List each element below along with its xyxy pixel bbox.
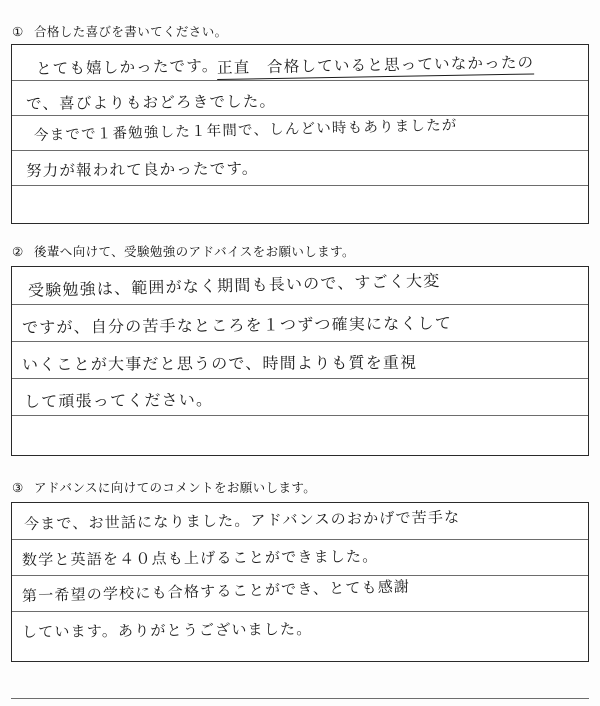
rule-line xyxy=(12,539,588,540)
question-3-text: アドバンスに向けてのコメントをお願いします。 xyxy=(34,480,317,495)
question-1-prompt xyxy=(12,22,228,40)
rule-line xyxy=(12,304,588,305)
rule-line xyxy=(12,80,588,81)
answer-box-1[interactable] xyxy=(11,44,589,224)
rule-line xyxy=(12,415,588,416)
answer-box-3[interactable] xyxy=(11,502,589,662)
answer-box-2[interactable] xyxy=(11,266,589,456)
handwriting-line: とても嬉しかったです。 xyxy=(35,56,219,78)
handwriting-line: 今までで１番勉強した１年間で、しんどい時もありましたが xyxy=(33,117,458,144)
handwriting-line: 数学と英語を４０点も上げることができました。 xyxy=(21,547,379,569)
handwriting-line: 今まで、お世話になりました。アドバンスのおかげで苦手な xyxy=(23,508,461,533)
handwriting-line: 第一希望の学校にも合格することができ、とても感謝 xyxy=(21,577,411,605)
handwriting-line: して頑張ってください。 xyxy=(23,390,214,411)
handwriting-line: 努力が報われて良かったです。 xyxy=(25,159,259,180)
rule-line xyxy=(12,575,588,576)
handwriting-line: で、喜びよりもおどろきでした。 xyxy=(25,92,277,113)
handwriting-line-underlined: 正直 合格していると思っていなかったの xyxy=(217,50,535,80)
question-3-prompt xyxy=(12,478,316,496)
question-1-text: 合格した喜びを書いてください。 xyxy=(34,24,228,39)
question-3-number: ③ xyxy=(12,480,24,495)
question-1-number: ① xyxy=(12,24,24,39)
handwriting-line: しています。ありがとうございました。 xyxy=(21,619,313,641)
handwriting-line: いくことが大事だと思うので、時間よりも質を重視 xyxy=(21,352,418,374)
rule-line xyxy=(11,698,589,699)
handwriting-line: 受験勉強は、範囲がなく期間も長いので、すごく大変 xyxy=(27,270,441,300)
question-2-number: ② xyxy=(12,244,24,259)
rule-line xyxy=(12,185,588,186)
handwriting-line: ですが、自分の苦手なところを１つずつ確実になくして xyxy=(21,313,453,337)
rule-line xyxy=(12,378,588,379)
rule-line xyxy=(12,150,588,151)
rule-line xyxy=(12,611,588,612)
question-2-prompt xyxy=(12,242,355,260)
question-2-text: 後輩へ向けて、受験勉強のアドバイスをお願いします。 xyxy=(34,244,355,259)
rule-line xyxy=(12,341,588,342)
rule-line xyxy=(12,115,588,116)
